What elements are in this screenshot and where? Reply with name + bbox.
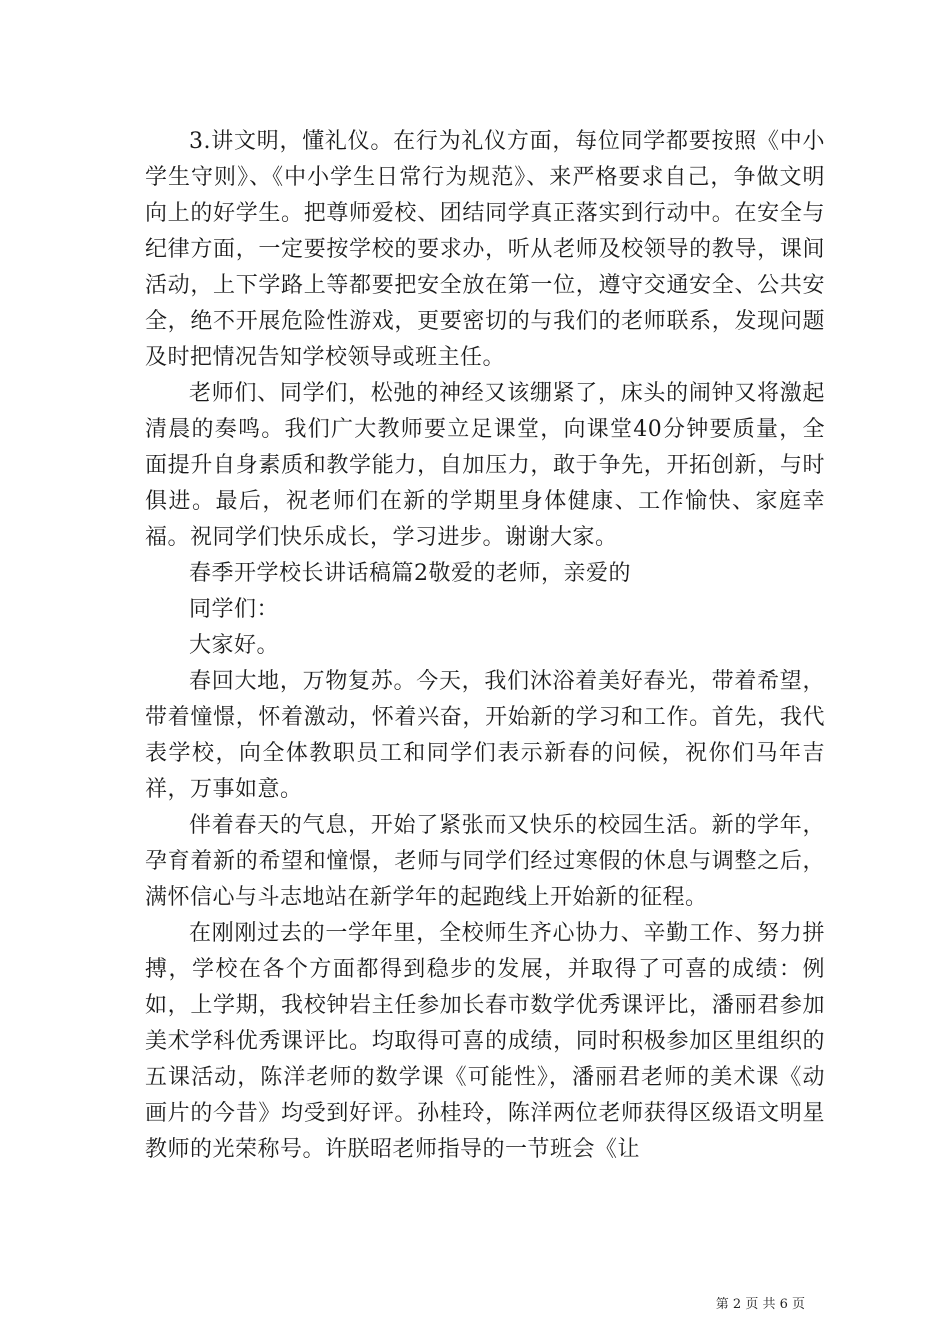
paragraph-spring-intro: 春回大地，万物复苏。今天，我们沐浴着美好春光，带着希望，带着憧憬，怀着激动，怀着兴奋，开始新的学习和工作。首先，我代表学校，向全体教职员工和同学们表示新春的问候，祝你们马年吉祥，万事如意。 <box>145 669 825 802</box>
paragraph-new-semester: 伴着春天的气息，开始了紧张而又快乐的校园生活。新的学年，孕育着新的希望和憧憬，老师与同学们经过寒假的休息与调整之后，满怀信心与斗志地站在新学年的起跑线上开始新的征程。 <box>145 813 825 910</box>
speech-heading-line: 春季开学校长讲话稿篇2敬爱的老师，亲爱的 <box>189 561 631 586</box>
document-body <box>145 124 825 1168</box>
paragraph-achievements: 在刚刚过去的一学年里，全校师生齐心协力、辛勤工作、努力拼搏，学校在各个方面都得到稳步的发展，并取得了可喜的成绩：例如，上学期，我校钟岩主任参加长春市数学优秀课评比，潘丽君参加美术学科优秀课评比。均取得可喜的成绩，同时积极参加区里组织的五课活动，陈洋老师的数学课《可能性》，潘丽君老师的美术课《动画片的今昔》均受到好评。孙桂玲，陈洋两位老师获得区级语文明星教师的光荣称号。许朕昭老师指导的一节班会《让 <box>145 921 825 1162</box>
page-number-footer: 第 2 页 共 6 页 <box>715 1297 805 1312</box>
paragraph-etiquette: 3.讲文明，懂礼仪。在行为礼仪方面，每位同学都要按照《中小学生守则》、《中小学生日常行为规范》、来严格要求自己，争做文明向上的好学生。把尊师爱校、团结同学真正落实到行动中。在安全与纪律方面，一定要按学校的要求办，听从老师及校领导的教导，课间活动，上下学路上等都要把安全放在第一位，遵守交通安全、公共安全，绝不开展危险性游戏，更要密切的与我们的老师联系，发现问题及时把情况告知学校领导或班主任。 <box>145 129 825 370</box>
salutation-line: 同学们： <box>189 597 280 622</box>
greeting-line: 大家好。 <box>189 633 280 658</box>
paragraph-closing-wishes: 老师们、同学们，松弛的神经又该绷紧了，床头的闹钟又将激起清晨的奏鸣。我们广大教师要立足课堂，向课堂40分钟要质量，全面提升自身素质和教学能力，自加压力，敢于争先，开拓创新，与时俱进。最后，祝老师们在新的学期里身体健康、工作愉快、家庭幸福。祝同学们快乐成长，学习进步。谢谢大家。 <box>145 381 825 550</box>
